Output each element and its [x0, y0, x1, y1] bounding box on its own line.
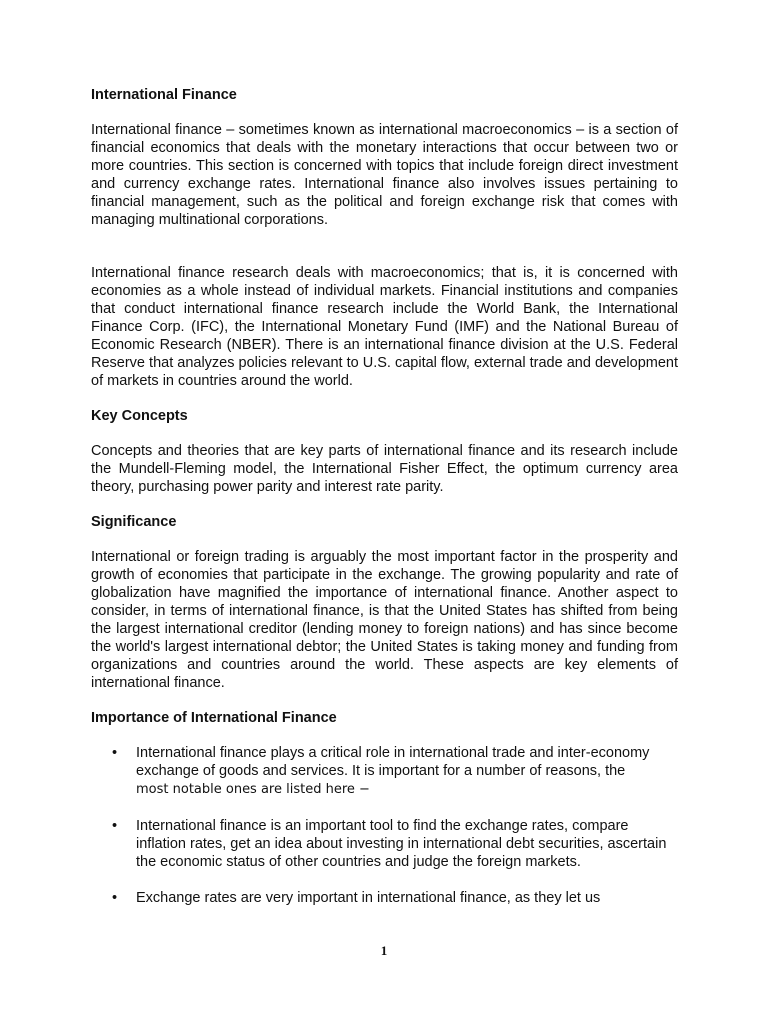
key-concepts-paragraph: Concepts and theories that are key parts of international finance and its research include the Mundell-Fleming model, the International Fisher Effect, the optimum currency area theory, purchasing power parity and interest rate parity.	[91, 443, 678, 495]
bullet-1-text: International finance plays a critical role in international trade and inter-economy exchange of goods and services. It is important for a number of reasons, the	[136, 745, 650, 779]
importance-heading: Importance of International Finance	[91, 710, 337, 726]
intro-paragraph-2: International finance research deals with macroeconomics; that is, it is concerned with economies as a whole instead of individual markets. Financial institutions and companies that conduct international finance research include the World Bank, the International Finance Corp. (IFC), the International Monetary Fund (IMF) and the National Bureau of Economic Research (NBER). There is an international finance division at the U.S. Federal Reserve that analyzes policies relevant to U.S. capital flow, external trade and development of markets in countries around the world.	[91, 265, 678, 389]
bullet-icon: •	[112, 890, 118, 906]
bullet-2-text: International finance is an important tool to find the exchange rates, compare inflation rates, get an idea about investing in international debt securities, ascertain the economic status of other countries and judge the foreign markets.	[136, 818, 667, 870]
bullet-icon: •	[112, 745, 118, 761]
bullet-1-tail: most notable ones are listed here −	[136, 782, 370, 797]
list-item	[91, 889, 678, 907]
list-item	[91, 744, 678, 799]
intro-paragraph-1: International finance – sometimes known as international macroeconomics – is a section of financial economics that deals with the monetary interactions that occur between two or more countries. This section is concerned with topics that include foreign direct investment and currency exchange rates. International finance also involves issues pertaining to financial management, such as the political and foreign exchange risk that comes with managing multinational corporations.	[91, 122, 678, 228]
document-page	[91, 86, 678, 925]
document-title: International Finance	[91, 87, 237, 103]
bullet-3-text: Exchange rates are very important in international finance, as they let us	[136, 890, 601, 906]
key-concepts-heading: Key Concepts	[91, 408, 188, 424]
page-number: 1	[380, 943, 388, 958]
list-item	[91, 817, 678, 871]
importance-list	[91, 744, 678, 907]
significance-paragraph: International or foreign trading is arguably the most important factor in the prosperity and growth of economies that participate in the exchange. The growing popularity and rate of globalization have magnified the importance of international finance. Another aspect to consider, in terms of international finance, is that the United States has shifted from being the largest international creditor (lending money to foreign nations) and has since become the world's largest international debtor; the United States is taking money and funding from organizations and countries around the world. These aspects are key elements of international finance.	[91, 549, 678, 691]
bullet-icon: •	[112, 818, 118, 834]
significance-heading: Significance	[91, 514, 177, 530]
